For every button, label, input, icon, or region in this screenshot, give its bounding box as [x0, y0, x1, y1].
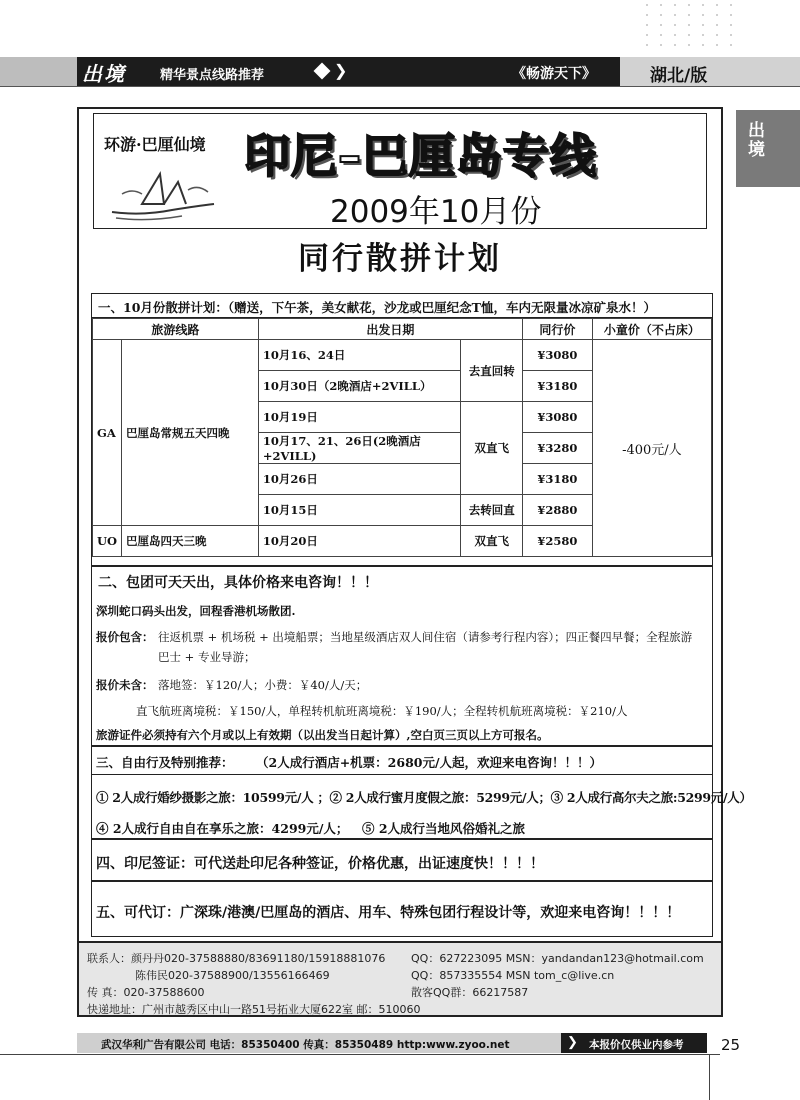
header-bar — [0, 57, 800, 87]
route-name: 巴厘岛四天三晚 — [122, 526, 259, 557]
price-cell: ¥3180 — [523, 464, 593, 495]
contact-person1: 联系人：颜丹丹020-37588880/83691180/15918881076 — [87, 952, 386, 965]
col-child: 小童价（不占床） — [592, 319, 711, 340]
booking-text: 五、可代订：广深珠/港澳/巴厘岛的酒店、用车、特殊包团行程设计等，欢迎来电咨询！！！！ — [96, 905, 681, 921]
includes-line1: 往返机票 + 机场税 + 出境船票；当地星级酒店双人间住宿（请参考行程内容）；四正餐四早餐；全程旅游 — [158, 630, 693, 644]
main-title: 印尼–巴厘岛专线 — [244, 129, 597, 183]
contact-group-qq: 散客QQ群：66217587 — [411, 986, 529, 999]
flight-cell: 双直飞 — [461, 526, 523, 557]
title-block — [93, 113, 707, 229]
section-recommend — [91, 746, 752, 839]
excludes-line1: 落地签：￥120/人；小费：￥40/人/天； — [158, 678, 368, 692]
table-header-row — [93, 319, 712, 340]
price-cell: ¥3280 — [523, 433, 593, 464]
double-chevron-icon: ❯ — [567, 1035, 578, 1050]
section-visa — [91, 839, 713, 881]
header-brand: 出境 — [82, 62, 126, 86]
excludes-line2: 直飞航班离境税：￥150/人，单程转机航班离境税：￥190/人；全程转机航班离境税：￥210/人 — [136, 704, 628, 718]
flight-cell: 去转回直 — [461, 495, 523, 526]
footer-company: 武汉华利广告有限公司 电话：85350400 传真：85350489 http:www.zyoo.net — [101, 1039, 510, 1051]
section-booking — [91, 881, 713, 937]
col-price: 同行价 — [523, 319, 593, 340]
section2-heading: 二、包团可天天出，具体价格来电咨询！！！ — [98, 575, 378, 591]
col-date: 出发日期 — [258, 319, 522, 340]
date-cell: 10月19日 — [258, 402, 461, 433]
table-row — [93, 340, 712, 371]
date-cell: 10月16、24日 — [258, 340, 461, 371]
header-edition: 湖北/版 — [620, 57, 800, 87]
main-frame — [77, 107, 752, 1017]
flight-cell: 双直飞 — [461, 402, 523, 495]
side-tab: 出境 — [736, 110, 800, 187]
contact-person1-qq: QQ：627223095 MSN：yandandan123@hotmail.com — [411, 952, 704, 965]
section-package — [91, 566, 713, 746]
recommend-line2b: ⑤ 2人成行当地风俗婚礼之旅 — [362, 821, 526, 836]
date-cell: 10月17、21、26日(2晚酒店+2VILL) — [258, 433, 461, 464]
date-cell: 10月30日（2晚酒店+2VILL） — [258, 371, 461, 402]
contact-address: 快递地址：广州市越秀区中山一路51号拓业大厦622室 邮：510060 — [87, 1003, 421, 1016]
schedule-table — [92, 318, 712, 557]
includes-label: 报价包含： — [96, 630, 154, 644]
section1-heading: 一、10月份散拼计划：（赠送，下午茶，美女献花，沙龙或巴厘纪念T恤，车内无限量冰凉矿泉水！） — [92, 294, 712, 318]
col-route: 旅游线路 — [93, 319, 259, 340]
contact-person2: 陈伟民020-37588900/13556166469 — [135, 969, 330, 982]
logo-text: 环游·巴厘仙境 — [104, 135, 206, 154]
plan-title: 同行散拼计划 — [298, 241, 502, 277]
date-cell: 10月26日 — [258, 464, 461, 495]
child-price: -400元/人 — [592, 340, 711, 557]
passport-note: 旅游证件必须持有六个月或以上有效期（以出发当日起计算）,空白页三页以上方可报名。 — [96, 728, 549, 742]
price-cell: ¥3180 — [523, 371, 593, 402]
header-magazine: 《畅游天下》 — [512, 66, 596, 82]
contact-fax: 传 真：020-37588600 — [87, 986, 205, 999]
recommend-line1: ① 2人成行婚纱摄影之旅：10599元/人 ；② 2人成行蜜月度假之旅：5299元/人；③ 2人成行高尔夫之旅:5299元/人） — [96, 790, 752, 805]
section3-note: （2人成行酒店+机票：2680元/人起，欢迎来电咨询！！！） — [256, 755, 603, 770]
price-cell: ¥2880 — [523, 495, 593, 526]
date-cell: 10月15日 — [258, 495, 461, 526]
includes-line2: 巴士 + 专业导游； — [158, 650, 256, 664]
footer-note: 本报价仅供业内参考 — [589, 1039, 684, 1051]
route-code: UO — [93, 526, 122, 557]
price-cell: ¥3080 — [523, 340, 593, 371]
departure-note: 深圳蛇口码头出发，回程香港机场散团. — [96, 604, 296, 618]
decorative-dot-grid — [640, 0, 740, 52]
excludes-label: 报价未含： — [96, 678, 154, 692]
route-name: 巴厘岛常规五天四晚 — [122, 340, 259, 526]
date-cell: 10月20日 — [258, 526, 461, 557]
contact-block — [79, 941, 721, 1015]
header-subtitle: 精华景点线路推荐 — [160, 68, 265, 83]
contact-person2-qq: QQ：857335554 MSN tom_c@live.cn — [411, 969, 615, 982]
price-cell: ¥2580 — [523, 526, 593, 557]
section-schedule — [91, 293, 713, 566]
section3-heading: 三、自由行及特别推荐： — [96, 755, 234, 770]
recommend-line2a: ④ 2人成行自由自在享乐之旅：4299元/人； — [96, 821, 349, 836]
visa-text: 四、印尼签证：可代送赴印尼各种签证，价格优惠，出证速度快！！！！ — [96, 856, 544, 872]
double-chevron-icon: ❯ — [334, 61, 348, 80]
price-cell: ¥3080 — [523, 402, 593, 433]
page-number: 25 — [721, 1036, 741, 1054]
boat-logo-icon — [102, 154, 222, 226]
sub-title: 2009年10月份 — [330, 194, 542, 230]
footer-bar — [77, 1033, 723, 1055]
route-code: GA — [93, 340, 122, 526]
flight-cell: 去直回转 — [461, 340, 523, 402]
